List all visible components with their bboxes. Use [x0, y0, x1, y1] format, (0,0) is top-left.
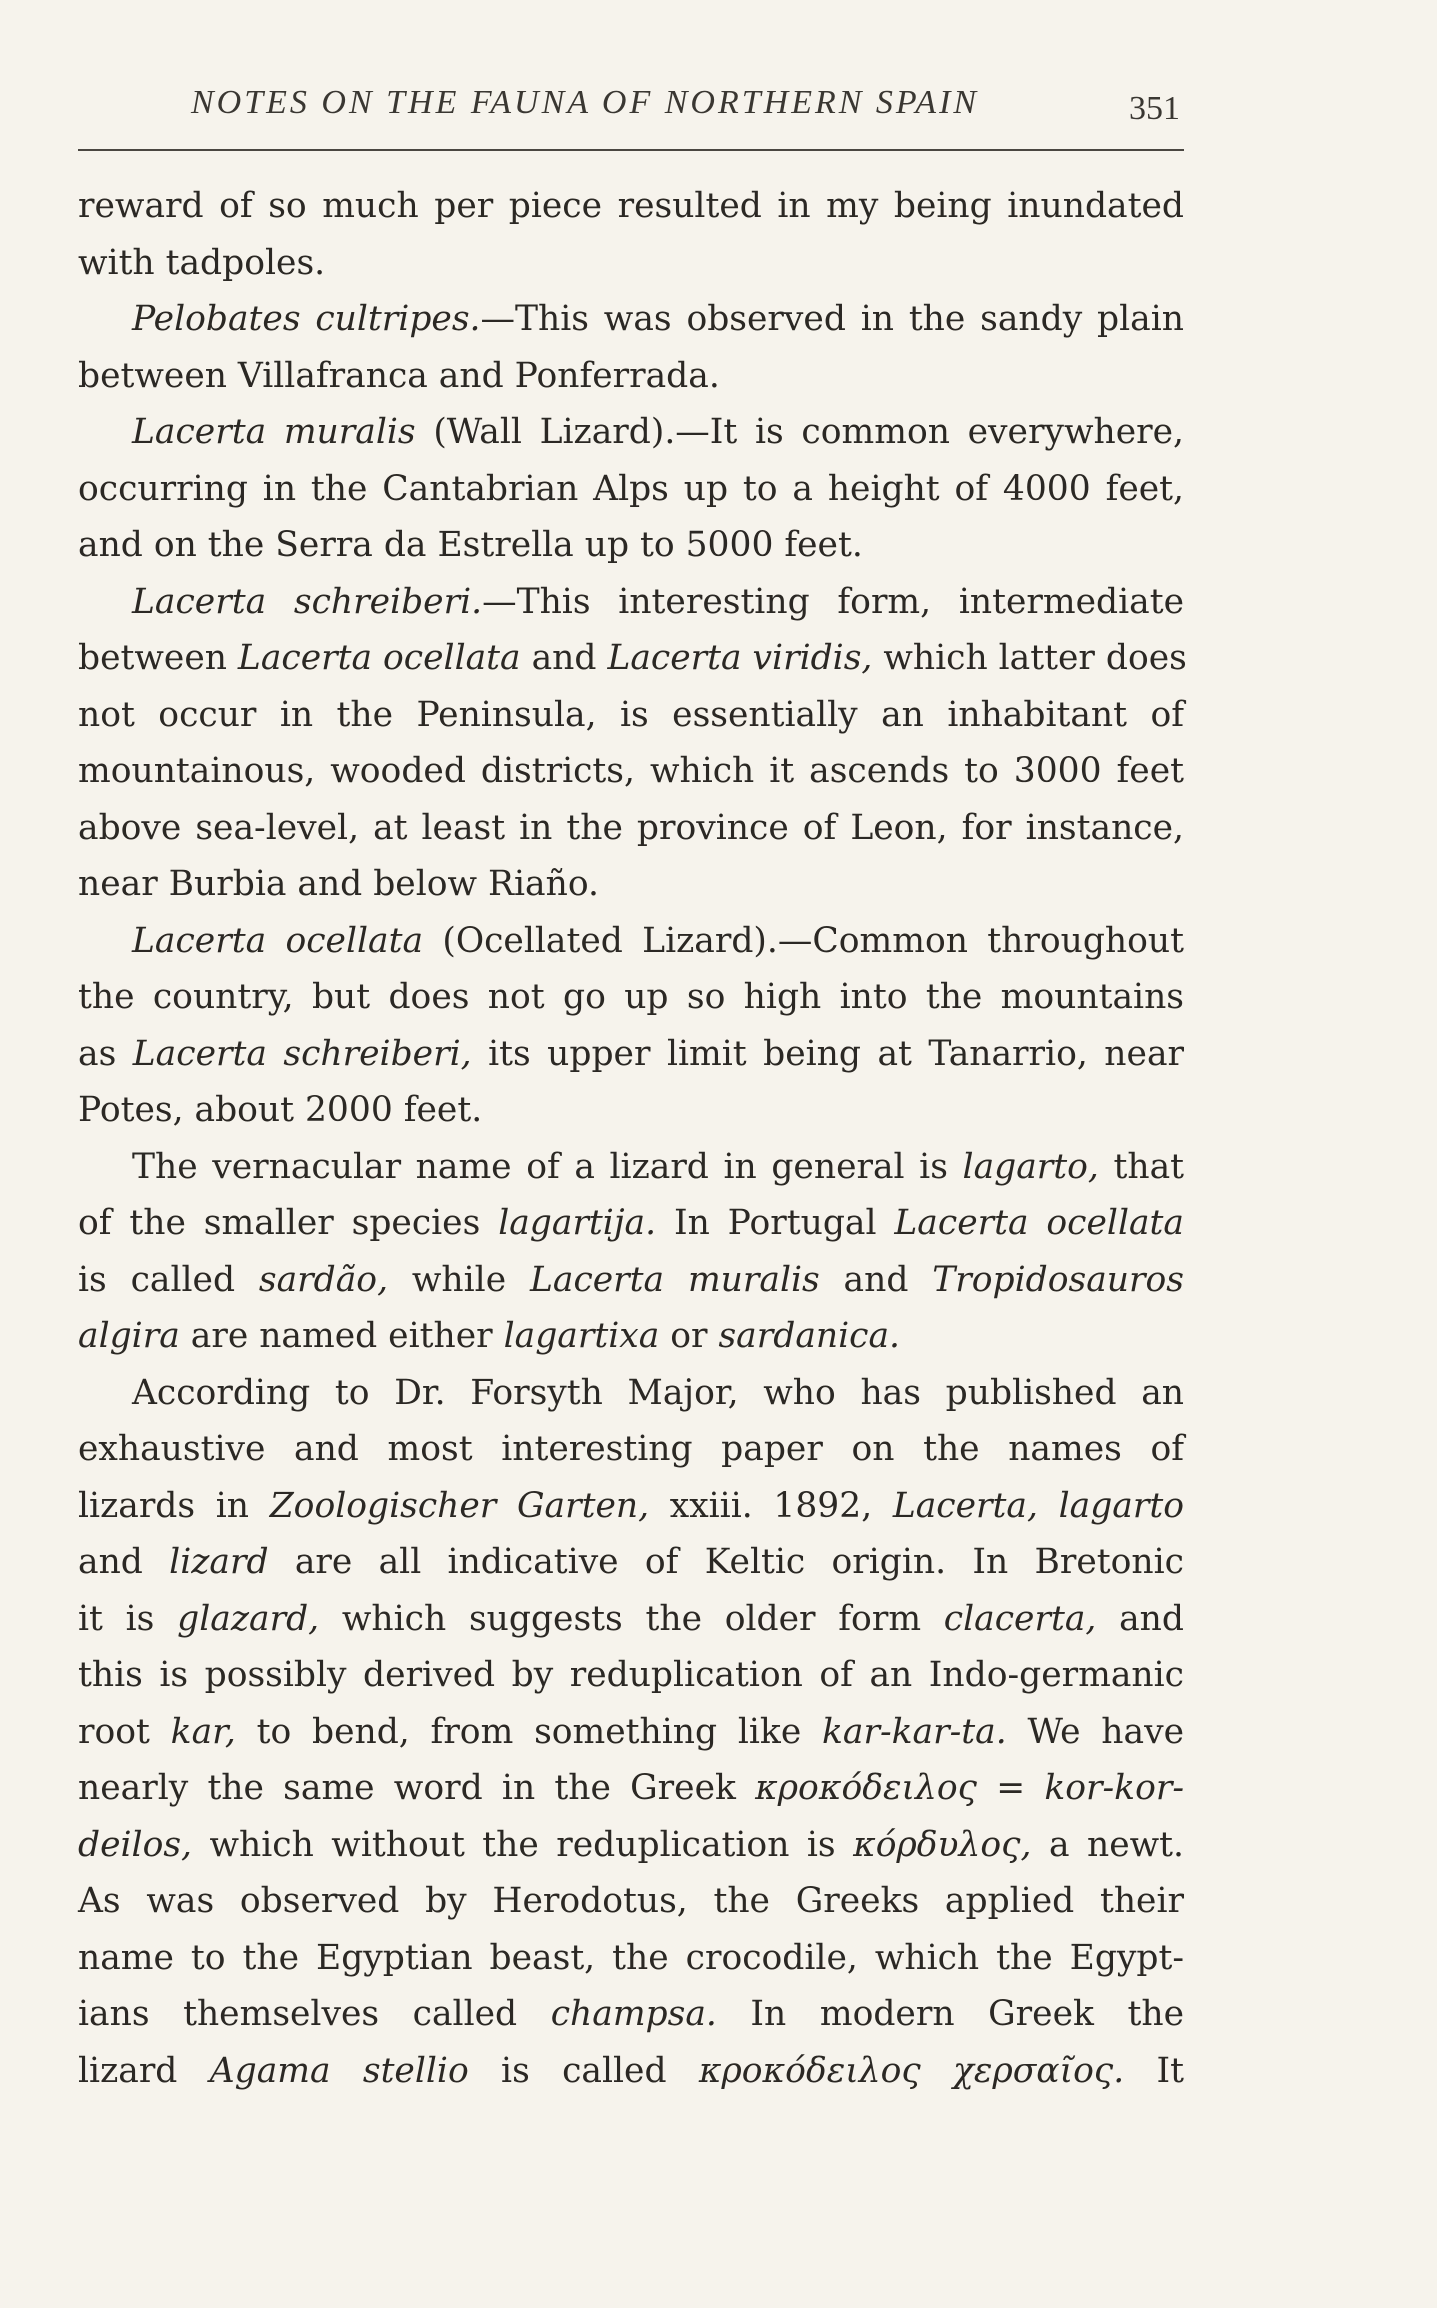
- text-line: [78, 743, 1184, 800]
- text-line: [78, 178, 1184, 235]
- text-segment: which suggests the older form: [319, 1598, 944, 1639]
- italic-text: κροκόδειλος: [755, 1768, 977, 1808]
- italic-text: Lacerta ocellata: [132, 920, 424, 961]
- page-number: 351: [1129, 90, 1180, 127]
- text-segment: and: [1096, 1598, 1184, 1639]
- text-segment: The vernacular name of a lizard in general is: [132, 1146, 963, 1187]
- text-segment: between: [78, 638, 238, 678]
- italic-text: lizard: [169, 1542, 269, 1582]
- text-segment: —This was observed in the sandy plain: [480, 299, 1184, 339]
- text-segment: name to the Egyptian beast, the crocodile, which the Egypt-: [78, 1937, 1184, 1978]
- text-line: [78, 1986, 1184, 2043]
- text-line: [78, 1308, 1184, 1365]
- italic-text: κόρδυλος,: [853, 1824, 1032, 1865]
- italic-text: Pelobates cultripes.: [132, 299, 481, 339]
- italic-text: Lacerta viridis,: [607, 638, 873, 678]
- italic-text: algira: [78, 1316, 180, 1356]
- text-segment: xxiii. 1892,: [649, 1485, 893, 1526]
- text-line: [78, 1591, 1184, 1648]
- text-line: [78, 1873, 1184, 1930]
- text-segment: It: [1124, 2050, 1184, 2091]
- italic-text: Tropidosauros: [932, 1259, 1184, 1300]
- text-segment: near Burbia and below Riaño.: [78, 864, 599, 904]
- body-text: [78, 178, 1187, 2099]
- text-segment: to bend, from something like: [235, 1711, 823, 1752]
- text-segment: with tadpoles.: [78, 242, 326, 283]
- text-line: [78, 800, 1184, 857]
- text-line: [78, 517, 1184, 574]
- text-segment: that: [1098, 1146, 1185, 1187]
- text-segment: the country, but does not go up so high into the mountains: [78, 977, 1184, 1017]
- text-line: [78, 291, 1184, 348]
- text-segment: =: [976, 1768, 1045, 1808]
- text-line: [78, 1139, 1184, 1196]
- text-segment: (Ocellated Lizard).—Common throughout: [423, 920, 1184, 961]
- italic-text: Lacerta, lagarto: [892, 1485, 1184, 1526]
- text-segment: and: [78, 1542, 170, 1582]
- text-segment: it is: [78, 1598, 178, 1639]
- text-line: [78, 461, 1184, 518]
- text-segment: while: [388, 1259, 530, 1300]
- italic-text: glazard,: [177, 1598, 320, 1639]
- text-segment: We have: [1006, 1711, 1184, 1752]
- text-segment: its upper limit being at Tanarrio, near: [471, 1033, 1185, 1074]
- italic-text: Lacerta ocellata: [894, 1203, 1184, 1243]
- text-line: [78, 969, 1184, 1026]
- text-line: [78, 1365, 1184, 1422]
- text-line: [78, 856, 1184, 913]
- text-line: [78, 404, 1184, 461]
- text-segment: According to Dr. Forsyth Major, who has published an: [132, 1372, 1184, 1413]
- text-line: [78, 1817, 1184, 1874]
- text-line: [78, 1478, 1184, 1535]
- text-line: [78, 2043, 1184, 2100]
- text-segment: as: [78, 1033, 133, 1074]
- italic-text: κροκόδειλος χερσαῖος.: [698, 2050, 1125, 2091]
- text-line: [78, 574, 1184, 631]
- italic-text: clacerta,: [943, 1598, 1097, 1639]
- italic-text: champsa.: [550, 1994, 717, 2034]
- text-segment: In modern Greek the: [716, 1994, 1184, 2034]
- text-segment: reward of so much per piece resulted in my being inundated: [78, 186, 1184, 226]
- text-line: [78, 630, 1187, 687]
- text-line: [78, 1195, 1184, 1252]
- text-line: [78, 1534, 1184, 1591]
- text-segment: above sea-level, at least in the province of Leon, for instance,: [78, 807, 1184, 848]
- text-segment: lizards in: [78, 1485, 270, 1526]
- text-line: [78, 1760, 1184, 1817]
- text-segment: and: [520, 638, 608, 678]
- text-segment: (Wall Lizard).—It is common everywhere,: [415, 412, 1184, 452]
- text-segment: nearly the same word in the Greek: [78, 1768, 756, 1808]
- text-line: [78, 1704, 1184, 1761]
- text-line: [78, 1082, 1184, 1139]
- text-segment: ians themselves called: [78, 1994, 551, 2034]
- text-segment: Potes, about 2000 feet.: [78, 1090, 483, 1130]
- italic-text: Lacerta muralis: [132, 412, 416, 452]
- text-segment: root: [78, 1711, 171, 1752]
- italic-text: kar,: [170, 1711, 236, 1752]
- text-line: [78, 687, 1184, 744]
- italic-text: sardão,: [258, 1259, 389, 1300]
- italic-text: kar-kar-ta.: [822, 1711, 1007, 1752]
- text-segment: mountainous, wooded districts, which it ascends to 3000 feet: [78, 751, 1184, 791]
- italic-text: Lacerta schreiberi,: [132, 1033, 472, 1074]
- text-segment: are all indicative of Keltic origin. In Bretonic: [268, 1542, 1184, 1582]
- text-line: [78, 1647, 1184, 1704]
- text-segment: is called: [468, 2050, 699, 2091]
- text-segment: and: [819, 1259, 933, 1300]
- running-head: [78, 76, 1182, 136]
- text-line: [78, 1421, 1184, 1478]
- text-line: [78, 348, 1184, 405]
- italic-text: Lacerta schreiberi.: [132, 581, 483, 622]
- italic-text: Lacerta muralis: [529, 1259, 820, 1300]
- header-rule: [78, 149, 1184, 151]
- text-segment: is called: [78, 1259, 259, 1300]
- text-segment: occurring in the Cantabrian Alps up to a height of 4000 feet,: [78, 468, 1184, 509]
- text-line: [78, 913, 1184, 970]
- italic-text: Agama stellio: [209, 2050, 469, 2091]
- italic-text: lagartixa: [503, 1316, 660, 1356]
- italic-text: lagarto,: [962, 1146, 1099, 1187]
- text-segment: not occur in the Peninsula, is essentially an inhabitant of: [78, 694, 1184, 735]
- text-segment: which latter does: [872, 638, 1187, 678]
- italic-text: Lacerta ocellata: [237, 638, 521, 678]
- text-line: [78, 1026, 1184, 1083]
- text-segment: In Portugal: [656, 1203, 895, 1243]
- text-line: [78, 1252, 1184, 1309]
- text-segment: or: [659, 1316, 719, 1356]
- text-segment: —This interesting form, intermediate: [482, 581, 1184, 622]
- italic-text: Zoologischer Garten,: [269, 1485, 650, 1526]
- italic-text: lagartija.: [498, 1203, 657, 1243]
- text-segment: a newt.: [1031, 1824, 1184, 1865]
- text-segment: are named either: [179, 1316, 504, 1356]
- text-segment: which without the reduplication is: [192, 1824, 854, 1865]
- italic-text: sardanica.: [718, 1316, 900, 1356]
- text-line: [78, 1930, 1184, 1987]
- text-line: [78, 235, 1184, 292]
- text-segment: and on the Serra da Estrella up to 5000 feet.: [78, 525, 863, 565]
- italic-text: kor-kor-: [1044, 1768, 1184, 1808]
- running-title: NOTES ON THE FAUNA OF NORTHERN SPAIN: [191, 84, 980, 121]
- text-segment: lizard: [78, 2050, 210, 2091]
- text-segment: this is possibly derived by reduplication of an Indo-germanic: [78, 1655, 1184, 1695]
- italic-text: deilos,: [78, 1824, 193, 1865]
- text-segment: As was observed by Herodotus, the Greeks applied their: [78, 1881, 1184, 1921]
- text-segment: between Villafranca and Ponferrada.: [78, 355, 720, 396]
- text-segment: of the smaller species: [78, 1203, 499, 1243]
- text-segment: exhaustive and most interesting paper on the names of: [78, 1429, 1184, 1469]
